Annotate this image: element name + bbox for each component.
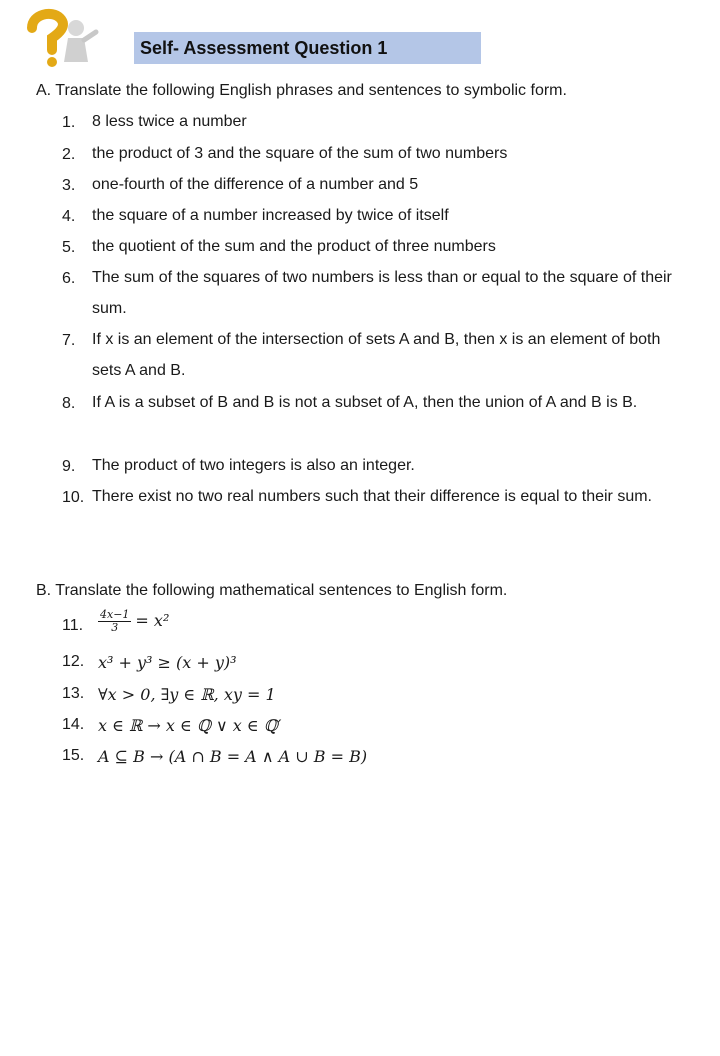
item-number: 4. — [62, 208, 76, 225]
item-text: the product of 3 and the square of the sum of two numbers — [92, 145, 508, 162]
item-text: If x is an element of the intersection of sets A and B, then x is an element of both sets A and B. — [92, 331, 661, 379]
item-text: There exist no two real numbers such that their difference is equal to their sum. — [92, 488, 652, 505]
page-title: Self- Assessment Question 1 — [134, 32, 481, 64]
item-text: If A is a subset of B and B is not a subset of A, then the union of A and B is B. — [92, 394, 638, 411]
section-a-heading: A. Translate the following English phrases and sentences to symbolic form. — [36, 82, 567, 99]
item-text: the square of a number increased by twice of itself — [92, 207, 449, 224]
expression-rest: = x² — [135, 611, 170, 630]
item-number: 8. — [62, 395, 76, 412]
item-number: 7. — [62, 332, 76, 349]
item-number: 12. — [62, 653, 85, 670]
math-expression: x ∈ ℝ → x ∈ ℚ ∨ x ∈ ℚ′ — [98, 716, 282, 735]
item-number: 5. — [62, 239, 76, 256]
item-number: 3. — [62, 177, 76, 194]
math-expression: x³ + y³ ≥ (x + y)³ — [98, 653, 237, 672]
section-b-heading: B. Translate the following mathematical sentences to English form. — [36, 582, 508, 599]
math-expression: A ⊆ B → (A ∩ B = A ∧ A ∪ B = B) — [98, 747, 368, 766]
item-number: 11. — [62, 617, 84, 634]
item-text: The sum of the squares of two numbers is less than or equal to the square of their sum. — [92, 269, 672, 317]
item-text: the quotient of the sum and the product of three numbers — [92, 238, 496, 255]
item-number: 6. — [62, 270, 76, 287]
item-number: 13. — [62, 685, 85, 702]
item-text: one-fourth of the difference of a number and 5 — [92, 176, 419, 193]
item-number: 9. — [62, 458, 76, 475]
item-text: The product of two integers is also an integer. — [92, 457, 415, 474]
math-expression — [98, 609, 169, 634]
item-number: 14. — [62, 716, 85, 733]
item-number: 10. — [62, 489, 85, 506]
question-mark-figure-icon — [18, 6, 102, 70]
item-number: 2. — [62, 146, 76, 163]
item-number: 1. — [62, 114, 76, 131]
fraction — [98, 609, 131, 634]
fraction-denominator: 3 — [111, 621, 119, 634]
fraction-numerator: 4x−1 — [100, 608, 130, 621]
item-number: 15. — [62, 747, 85, 764]
math-expression: ∀x > 0, ∃y ∈ ℝ, xy = 1 — [98, 685, 276, 704]
item-text: 8 less twice a number — [92, 113, 247, 130]
